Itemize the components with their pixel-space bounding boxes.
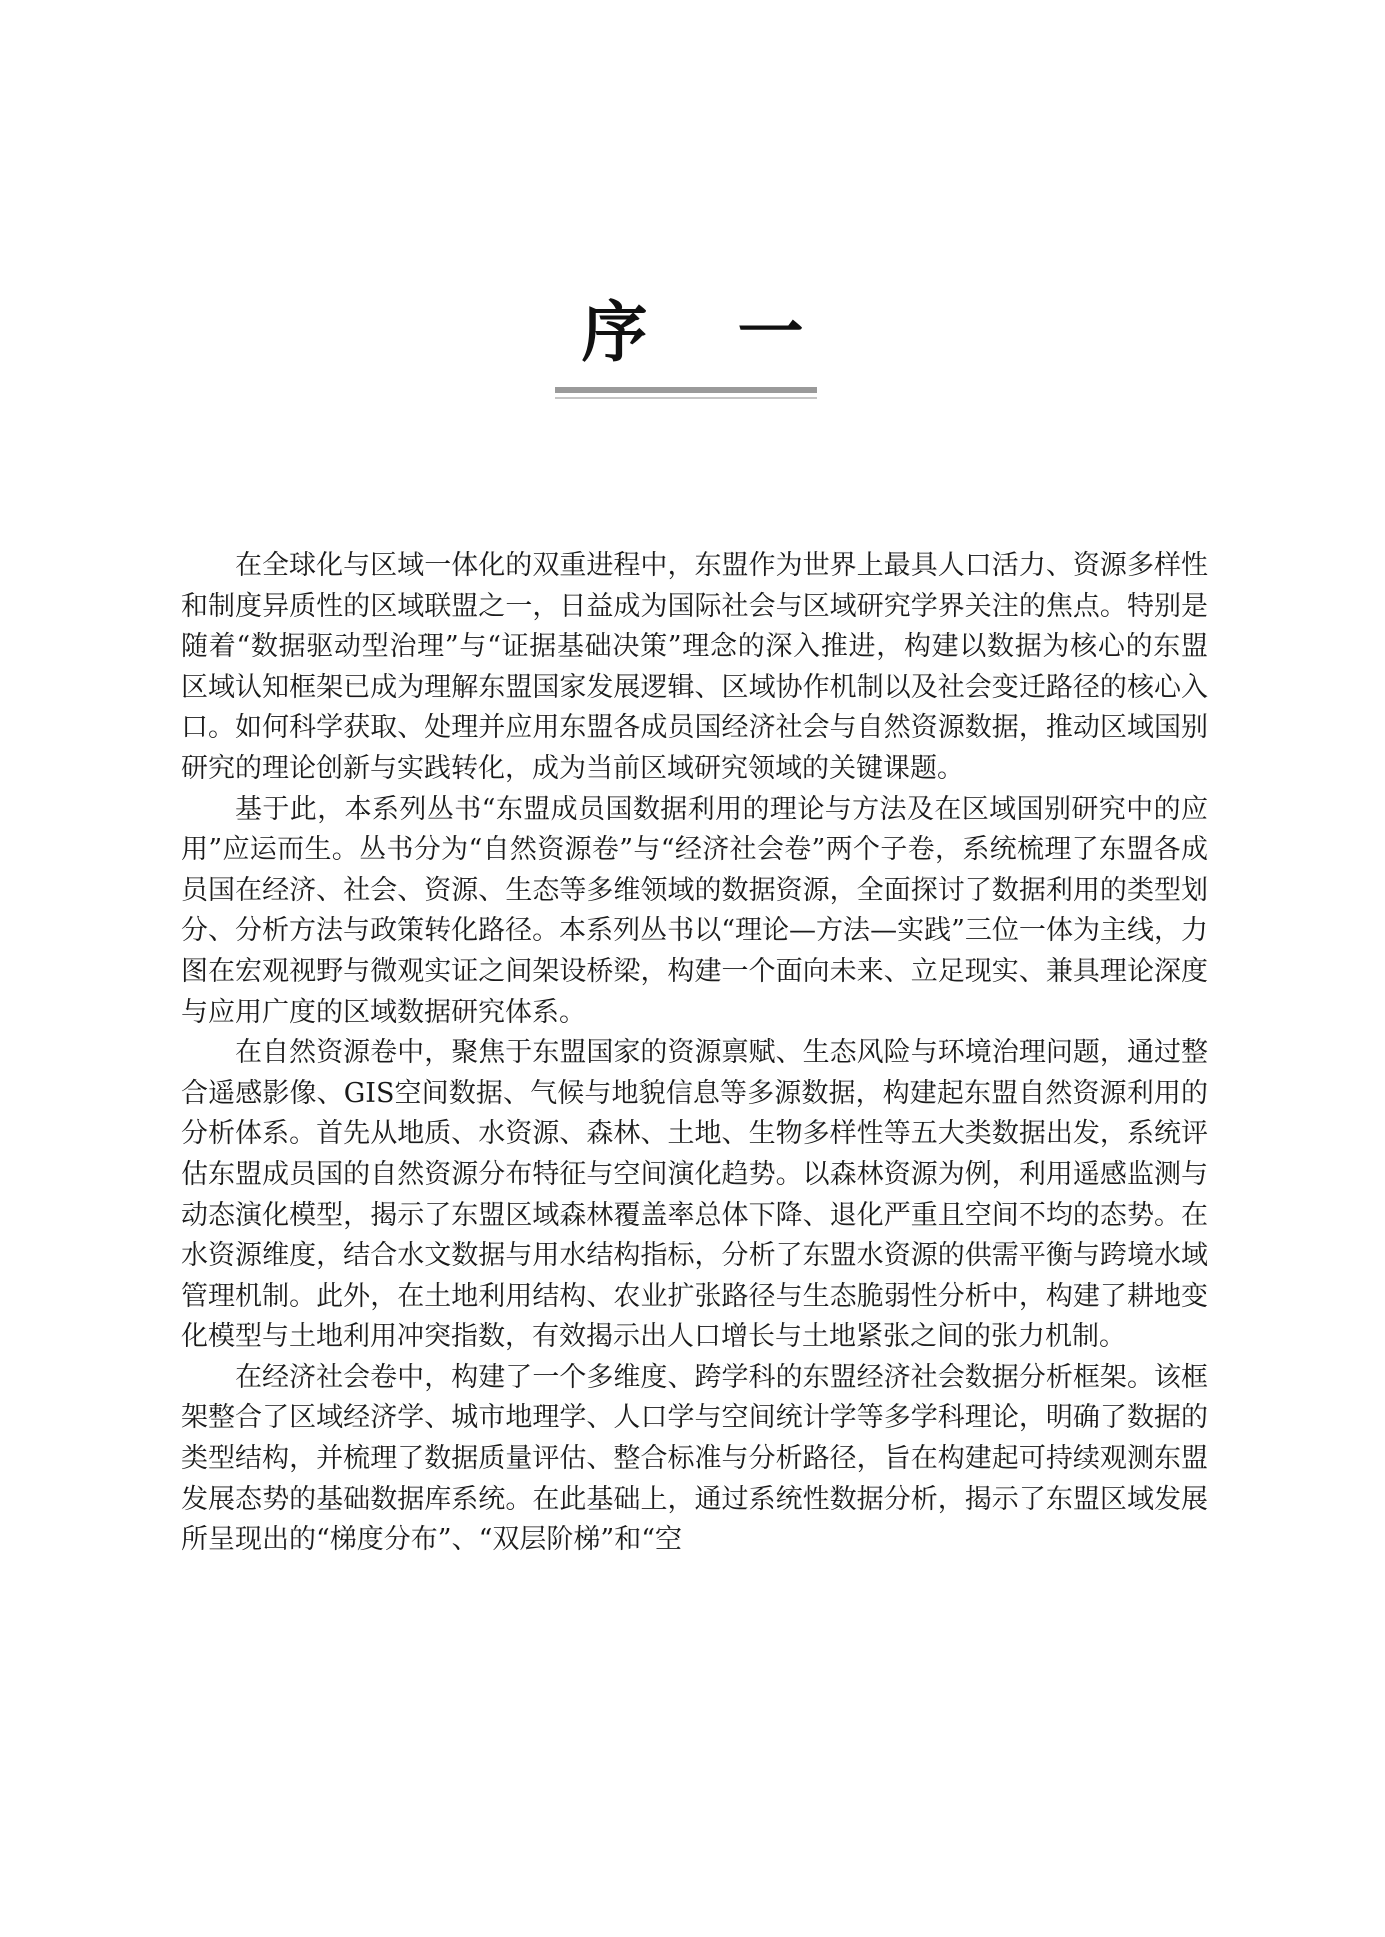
page-title-block — [0, 292, 1385, 372]
paragraph-2: 基于此，本系列丛书“东盟成员国数据利用的理论与方法及在区域国别研究中的应用”应运而生。丛书分为“自然资源卷”与“经济社会卷”两个子卷，系统梳理了东盟各成员国在经济、社会、资源、生态等多维领域的数据资源，全面探讨了数据利用的类型划分、分析方法与政策转化路径。本系列丛书以“理论—方法—实践”三位一体为主线，力图在宏观视野与微观实证之间架设桥梁，构建一个面向未来、立足现实、兼具理论深度与应用广度的区域数据研究体系。 — [181, 793, 1208, 1028]
title-underline-thick — [555, 387, 817, 393]
paragraph-3: 在自然资源卷中，聚焦于东盟国家的资源禀赋、生态风险与环境治理问题，通过整合遥感影像、GIS空间数据、气候与地貌信息等多源数据，构建起东盟自然资源利用的分析体系。首先从地质、水资源、森林、土地、生物多样性等五大类数据出发，系统评估东盟成员国的自然资源分布特征与空间演化趋势。以森林资源为例，利用遥感监测与动态演化模型，揭示了东盟区域森林覆盖率总体下降、退化严重且空间不均的态势。在水资源维度，结合水文数据与用水结构指标，分析了东盟水资源的供需平衡与跨境水域管理机制。此外，在土地利用结构、农业扩张路径与生态脆弱性分析中，构建了耕地变化模型与土地利用冲突指数，有效揭示出人口增长与土地紧张之间的张力机制。 — [181, 1037, 1208, 1353]
page-title: 序一 — [581, 293, 894, 371]
body-text — [181, 546, 1208, 1561]
paragraph-4: 在经济社会卷中，构建了一个多维度、跨学科的东盟经济社会数据分析框架。该框架整合了区域经济学、城市地理学、人口学与空间统计学等多学科理论，明确了数据的类型结构，并梳理了数据质量评估、整合标准与分析路径，旨在构建起可持续观测东盟发展态势的基础数据库系统。在此基础上，通过系统性数据分析，揭示了东盟区域发展所呈现出的“梯度分布”、“双层阶梯”和“空 — [181, 1361, 1208, 1556]
title-underline-thin — [555, 397, 817, 399]
paragraph-1: 在全球化与区域一体化的双重进程中，东盟作为世界上最具人口活力、资源多样性和制度异质性的区域联盟之一，日益成为国际社会与区域研究学界关注的焦点。特别是随着“数据驱动型治理”与“证据基础决策”理念的深入推进，构建以数据为核心的东盟区域认知框架已成为理解东盟国家发展逻辑、区域协作机制以及社会变迁路径的核心入口。如何科学获取、处理并应用东盟各成员国经济社会与自然资源数据，推动区域国别研究的理论创新与实践转化，成为当前区域研究领域的关键课题。 — [181, 550, 1208, 784]
